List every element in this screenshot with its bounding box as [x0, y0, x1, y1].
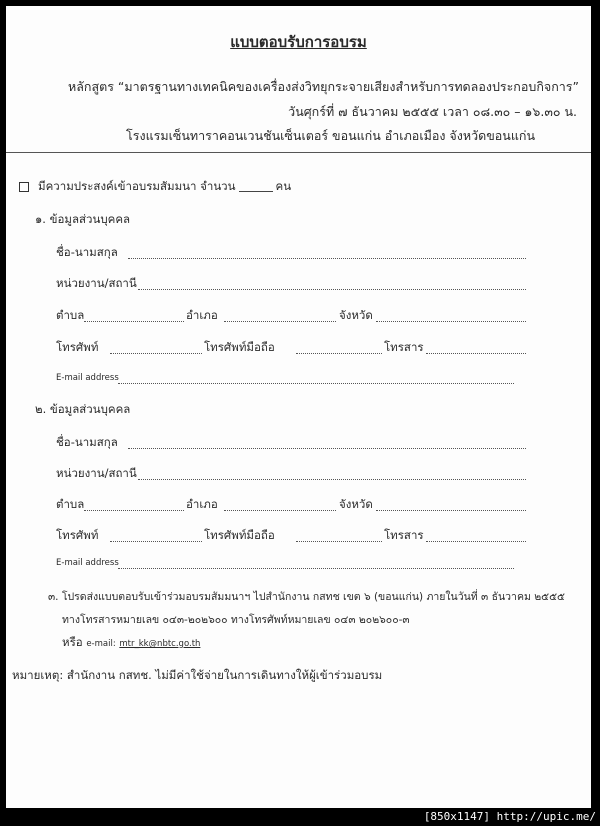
document-page	[6, 6, 591, 808]
person2-district-label: อำเภอ	[186, 497, 218, 511]
person1-subdistrict-label: ตำบล	[56, 308, 85, 322]
or-label: หรือ	[62, 635, 83, 649]
person1-name-label: ชื่อ-นามสกุล	[56, 245, 118, 259]
person2-phone-field[interactable]	[110, 541, 202, 542]
person2-subdistrict-field[interactable]	[84, 510, 184, 511]
person1-district-label: อำเภอ	[186, 308, 218, 322]
person1-heading: ๑. ข้อมูลส่วนบุคคล	[35, 212, 131, 226]
person1-mobile-label: โทรศัพท์มือถือ	[204, 340, 275, 354]
person2-fax-field[interactable]	[426, 541, 526, 542]
attend-checkbox[interactable]	[19, 182, 29, 192]
header-divider	[6, 152, 591, 153]
person1-phone-label: โทรศัพท์	[56, 340, 99, 354]
person2-mobile-label: โทรศัพท์มือถือ	[204, 528, 275, 542]
person1-province-field[interactable]	[376, 321, 526, 322]
person2-name-field[interactable]	[128, 448, 526, 449]
email-prefix: e-mail:	[86, 639, 116, 649]
attendee-count-field[interactable]	[239, 191, 273, 192]
person1-email-field[interactable]	[118, 383, 514, 384]
person1-district-field[interactable]	[224, 321, 336, 322]
person1-name-field[interactable]	[128, 258, 526, 259]
person2-heading: ๒. ข้อมูลส่วนบุคคล	[35, 402, 131, 416]
upload-watermark: [850x1147] http://upic.me/	[420, 808, 600, 826]
instruction-line-1: ๓. โปรดส่งแบบตอบรับเข้าร่วมอบรมสัมมนาฯ ไปสำนักงาน กสทช เขต ๖ (ขอนแก่น) ภายในวันที่ ๓ ธันวาคม ๒๕๕๕	[48, 591, 565, 603]
person1-phone-field[interactable]	[110, 353, 202, 354]
person1-subdistrict-field[interactable]	[84, 321, 184, 322]
person2-province-field[interactable]	[376, 510, 526, 511]
person2-agency-label: หน่วยงาน/สถานี	[56, 466, 137, 480]
note: หมายเหตุ: สำนักงาน กสทช. ไม่มีค่าใช้จ่ายในการเดินทางให้ผู้เข้าร่วมอบรม	[12, 668, 383, 682]
instruction-email-line	[62, 634, 200, 652]
person1-mobile-field[interactable]	[296, 353, 382, 354]
attend-label: มีความประสงค์เข้าอบรมสัมมนา จำนวน	[38, 179, 236, 193]
venue-line: โรงแรมเซ็นทาราคอนเวนชันเซ็นเตอร์ ขอนแก่น อำเภอเมือง จังหวัดขอนแก่น	[126, 128, 535, 143]
person2-email-field[interactable]	[118, 568, 514, 569]
person1-fax-field[interactable]	[426, 353, 526, 354]
person1-email-label: E-mail address	[56, 373, 119, 383]
instruction-line-2: ทางโทรสารหมายเลข ๐๔๓-๒๐๒๖๐๐ ทางโทรศัพท์หมายเลข ๐๔๓ ๒๐๒๖๐๐-๓	[62, 614, 410, 626]
person2-fax-label: โทรสาร	[384, 528, 424, 542]
person2-agency-field[interactable]	[138, 479, 526, 480]
attend-line	[38, 178, 291, 196]
person2-mobile-field[interactable]	[296, 541, 382, 542]
person1-province-label: จังหวัด	[339, 308, 373, 322]
person2-subdistrict-label: ตำบล	[56, 497, 85, 511]
person2-email-label: E-mail address	[56, 558, 119, 568]
date-line: วันศุกร์ที่ ๗ ธันวาคม ๒๕๕๕ เวลา ๐๘.๓๐ – ๑๖.๓๐ น.	[288, 104, 577, 119]
person2-province-label: จังหวัด	[339, 497, 373, 511]
contact-email-link[interactable]: mtr_kk@nbtc.go.th	[119, 639, 201, 649]
person1-fax-label: โทรสาร	[384, 340, 424, 354]
form-title: แบบตอบรับการอบรม	[230, 33, 367, 51]
course-line: หลักสูตร “มาตรฐานทางเทคนิคของเครื่องส่งวิทยุกระจายเสียงสำหรับการทดลองประกอบกิจการ”	[67, 79, 579, 94]
person1-agency-field[interactable]	[138, 289, 526, 290]
person2-district-field[interactable]	[224, 510, 336, 511]
attend-unit: คน	[275, 179, 292, 193]
person2-phone-label: โทรศัพท์	[56, 528, 99, 542]
person2-name-label: ชื่อ-นามสกุล	[56, 435, 118, 449]
person1-agency-label: หน่วยงาน/สถานี	[56, 276, 137, 290]
